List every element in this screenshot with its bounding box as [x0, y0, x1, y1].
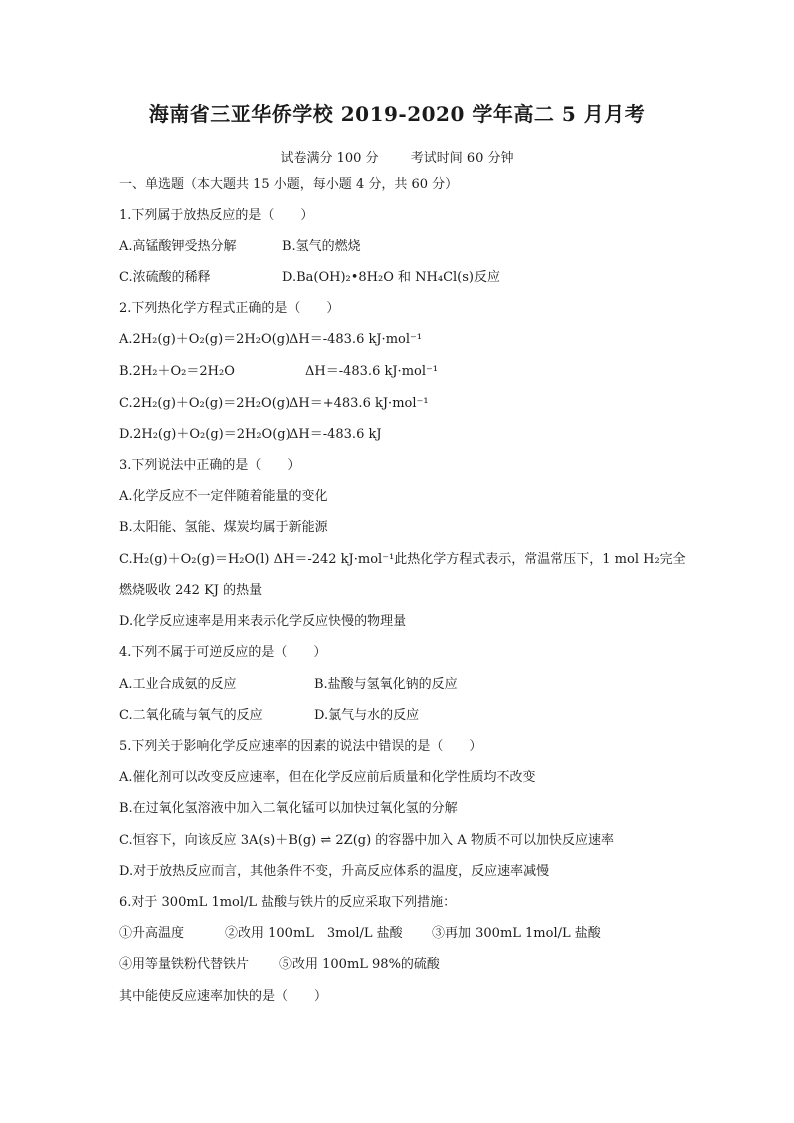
option-2c-enthalpy: ΔH＝+483.6 kJ·mol⁻¹: [289, 396, 429, 411]
option-2b: [119, 363, 689, 381]
question-6-measures-row1: [119, 925, 689, 943]
option-1b: B.氢气的燃烧: [282, 239, 361, 254]
question-3-stem: 3.下列说法中正确的是（ ）: [119, 458, 301, 473]
option-5b: B.在过氧化氢溶液中加入二氧化锰可以加快过氧化氢的分解: [119, 801, 458, 816]
question-6-ask: 其中能使反应速率加快的是（ ）: [119, 989, 328, 1004]
option-3a: A.化学反应不一定伴随着能量的变化: [119, 489, 328, 504]
page-title: 海南省三亚华侨学校 2019-2020 学年高二 5 月月考: [148, 102, 646, 126]
option-4d: D.氯气与水的反应: [314, 708, 420, 723]
exam-info: [0, 147, 794, 166]
question-6-stem: 6.对于 300mL 1mol/L 盐酸与铁片的反应采取下列措施：: [119, 895, 457, 910]
option-1c: C.浓硫酸的稀释: [119, 270, 211, 285]
option-1a: A.高锰酸钾受热分解: [119, 239, 237, 254]
option-3b: B.太阳能、氢能、煤炭均属于新能源: [119, 520, 328, 535]
option-2d-equation: D.2H₂(g)＋O₂(g)＝2H₂O(g): [119, 427, 291, 442]
option-1d: D.Ba(OH)₂•8H₂O 和 NH₄Cl(s)反应: [282, 270, 500, 285]
section-heading: 一、单选题（本大题共 15 小题，每小题 4 分，共 60 分）: [119, 177, 459, 192]
question-1-options-cd: [119, 269, 689, 287]
option-3c-line1: C.H₂(g)＋O₂(g)＝H₂O(l) ΔH＝-242 kJ·mol⁻¹此热化学方程式表示，常温常压下，1 mol H₂完全: [119, 552, 686, 567]
question-2-stem: 2.下列热化学方程式正确的是（ ）: [119, 301, 340, 316]
option-5a: A.催化剂可以改变反应速率，但在化学反应前后质量和化学性质均不改变: [119, 770, 536, 785]
full-score-text: 试卷满分 100 分: [280, 151, 379, 166]
option-5d: D.对于放热反应而言，其他条件不变，升高反应体系的温度，反应速率减慢: [119, 864, 550, 879]
measure-4: ④用等量铁粉代替铁片: [119, 957, 250, 972]
option-2d-enthalpy: ΔH＝-483.6 kJ: [289, 427, 382, 442]
question-1-options-ab: [119, 238, 689, 256]
exam-time-text: 考试时间 60 分钟: [410, 151, 514, 166]
option-2a-enthalpy: ΔH＝-483.6 kJ·mol⁻¹: [289, 332, 423, 347]
option-3d: D.化学反应速率是用来表示化学反应快慢的物理量: [119, 614, 407, 629]
option-2b-enthalpy: ΔH＝-483.6 kJ·mol⁻¹: [305, 364, 439, 379]
option-2a-equation: A.2H₂(g)＋O₂(g)＝2H₂O(g): [119, 332, 291, 347]
measure-5: ⑤改用 100mL 98%的硫酸: [279, 957, 440, 972]
question-4-options-ab: [119, 676, 689, 694]
question-1-stem: 1.下列属于放热反应的是（ ）: [119, 208, 314, 223]
option-4b: B.盐酸与氢氧化钠的反应: [314, 677, 458, 692]
option-2a: [119, 331, 689, 349]
question-4-options-cd: [119, 707, 689, 725]
measure-2: ②改用 100mL 3mol/L 盐酸: [225, 926, 403, 941]
question-4-stem: 4.下列不属于可逆反应的是（ ）: [119, 645, 327, 660]
option-3c-line2: 燃烧吸收 242 KJ 的热量: [119, 583, 263, 598]
measure-1: ①升高温度: [119, 926, 185, 941]
question-5-stem: 5.下列关于影响化学反应速率的因素的说法中错误的是（ ）: [119, 739, 483, 754]
option-4c: C.二氧化硫与氧气的反应: [119, 708, 263, 723]
option-2b-equation: B.2H₂＋O₂＝2H₂O: [119, 364, 235, 379]
measure-3: ③再加 300mL 1mol/L 盐酸: [432, 926, 601, 941]
option-5c: C.恒容下，向该反应 3A(s)＋B(g) ⇌ 2Z(g) 的容器中加入 A 物质不可以加快反应速率: [119, 833, 614, 848]
question-6-measures-row2: [119, 956, 689, 974]
option-2c-equation: C.2H₂(g)＋O₂(g)＝2H₂O(g): [119, 396, 291, 411]
option-2d: [119, 426, 689, 444]
option-4a: A.工业合成氨的反应: [119, 677, 237, 692]
option-2c: [119, 395, 689, 413]
